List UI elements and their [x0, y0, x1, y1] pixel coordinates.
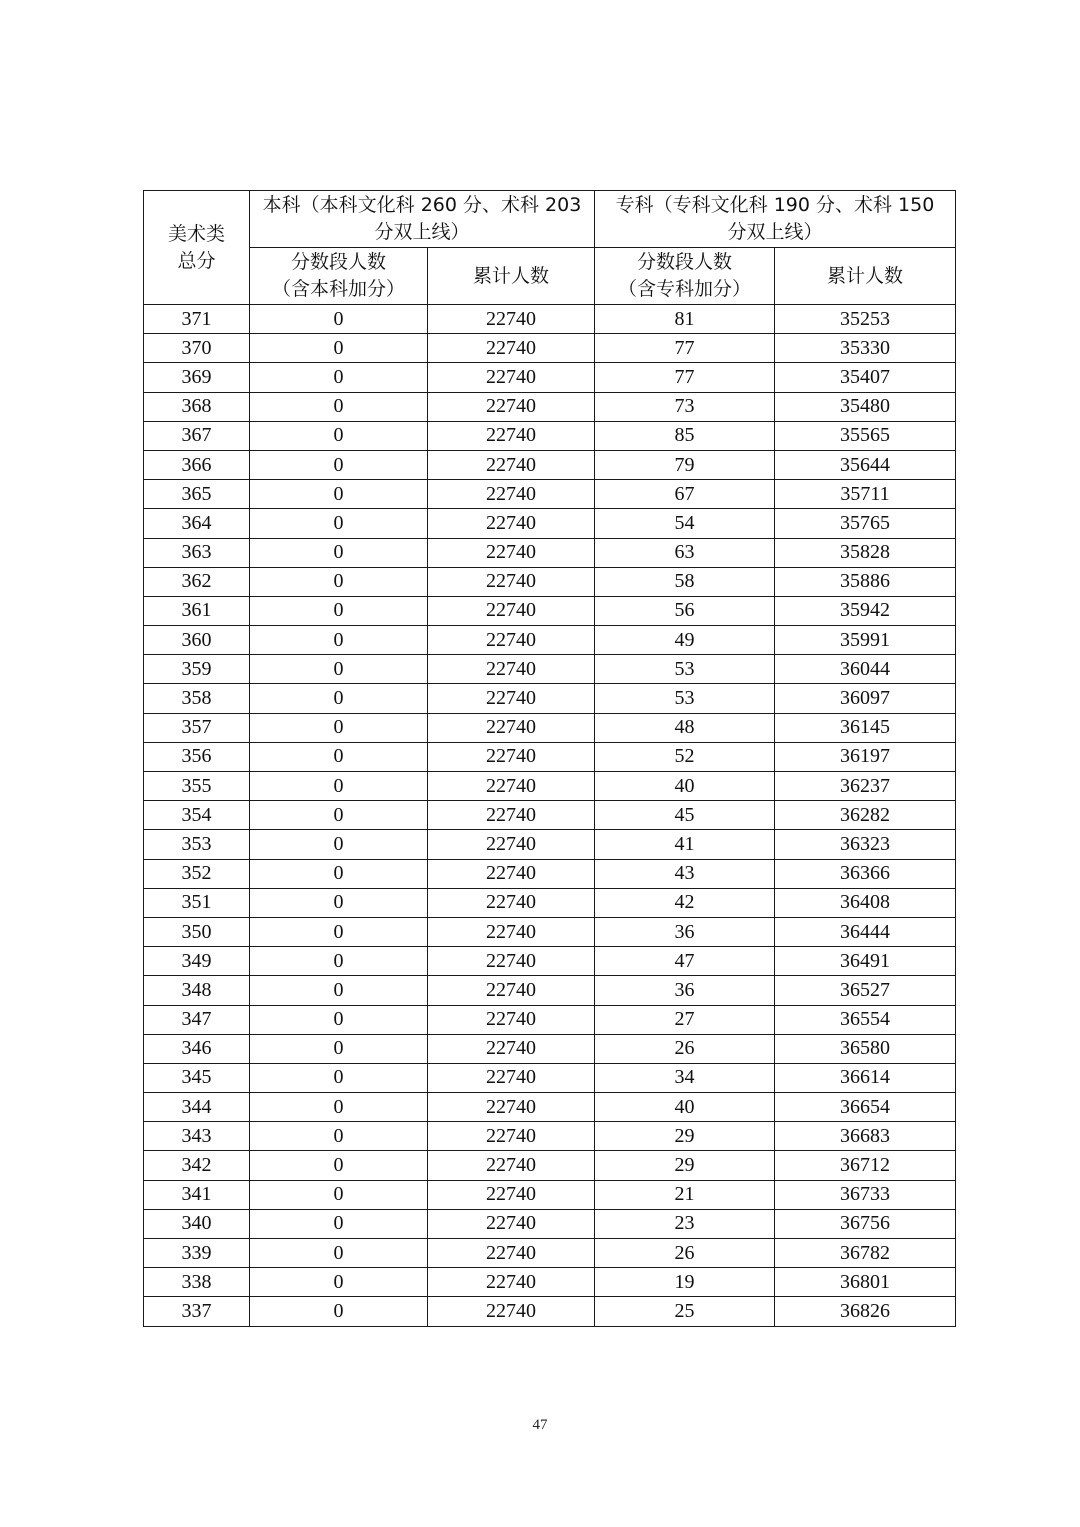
junior-college-segment-cell: 27 [595, 1005, 775, 1034]
total-score-cell: 339 [144, 1239, 250, 1268]
undergraduate-cumulative-cell: 22740 [428, 392, 595, 421]
junior-college-segment-cell: 81 [595, 305, 775, 334]
table-row [144, 830, 956, 859]
undergraduate-segment-cell: 0 [250, 684, 428, 713]
table-row [144, 1093, 956, 1122]
junior-college-cumulative-cell: 36683 [775, 1122, 956, 1151]
junior-college-segment-cell: 36 [595, 976, 775, 1005]
total-score-cell: 361 [144, 596, 250, 625]
table-header [144, 191, 956, 305]
junior-college-segment-cell: 40 [595, 1093, 775, 1122]
total-score-cell: 367 [144, 421, 250, 450]
total-score-cell: 350 [144, 917, 250, 946]
table-row [144, 888, 956, 917]
header-undergraduate-cumulative: 累计人数 [428, 248, 595, 305]
undergraduate-cumulative-cell: 22740 [428, 888, 595, 917]
table-row [144, 334, 956, 363]
junior-college-segment-cell: 23 [595, 1209, 775, 1238]
junior-college-segment-cell: 42 [595, 888, 775, 917]
header-undergraduate-segment-line-2: （含本科加分） [271, 278, 405, 300]
junior-college-segment-cell: 67 [595, 480, 775, 509]
undergraduate-cumulative-cell: 22740 [428, 1239, 595, 1268]
junior-college-cumulative-cell: 35991 [775, 626, 956, 655]
undergraduate-cumulative-cell: 22740 [428, 363, 595, 392]
junior-college-segment-cell: 48 [595, 713, 775, 742]
junior-college-cumulative-cell: 36491 [775, 947, 956, 976]
junior-college-cumulative-cell: 36237 [775, 772, 956, 801]
undergraduate-cumulative-cell: 22740 [428, 713, 595, 742]
junior-college-cumulative-cell: 35480 [775, 392, 956, 421]
junior-college-cumulative-cell: 35644 [775, 450, 956, 479]
table-row [144, 392, 956, 421]
junior-college-cumulative-cell: 36614 [775, 1063, 956, 1092]
header-group-undergraduate-line-1: 本科（本科文化科 260 分、术科 203 [262, 194, 582, 216]
undergraduate-cumulative-cell: 22740 [428, 1268, 595, 1297]
junior-college-cumulative-cell: 36826 [775, 1297, 956, 1326]
junior-college-cumulative-cell: 36554 [775, 1005, 956, 1034]
table-row [144, 596, 956, 625]
junior-college-segment-cell: 56 [595, 596, 775, 625]
table-row [144, 1239, 956, 1268]
junior-college-segment-cell: 26 [595, 1239, 775, 1268]
header-undergraduate-segment-line-1: 分数段人数 [290, 251, 386, 273]
undergraduate-cumulative-cell: 22740 [428, 480, 595, 509]
header-junior-college-segment-line-1: 分数段人数 [636, 251, 732, 273]
header-junior-college-cumulative: 累计人数 [775, 248, 956, 305]
junior-college-segment-cell: 79 [595, 450, 775, 479]
total-score-cell: 353 [144, 830, 250, 859]
undergraduate-cumulative-cell: 22740 [428, 917, 595, 946]
total-score-cell: 351 [144, 888, 250, 917]
junior-college-cumulative-cell: 36801 [775, 1268, 956, 1297]
undergraduate-segment-cell: 0 [250, 1180, 428, 1209]
undergraduate-cumulative-cell: 22740 [428, 1122, 595, 1151]
total-score-cell: 346 [144, 1034, 250, 1063]
junior-college-segment-cell: 58 [595, 567, 775, 596]
total-score-cell: 341 [144, 1180, 250, 1209]
undergraduate-segment-cell: 0 [250, 1239, 428, 1268]
junior-college-cumulative-cell: 36145 [775, 713, 956, 742]
table-row [144, 1209, 956, 1238]
table-row [144, 976, 956, 1005]
undergraduate-cumulative-cell: 22740 [428, 1180, 595, 1209]
total-score-cell: 358 [144, 684, 250, 713]
undergraduate-cumulative-cell: 22740 [428, 421, 595, 450]
undergraduate-cumulative-cell: 22740 [428, 1005, 595, 1034]
undergraduate-segment-cell: 0 [250, 596, 428, 625]
junior-college-segment-cell: 77 [595, 334, 775, 363]
junior-college-segment-cell: 54 [595, 509, 775, 538]
table-row [144, 305, 956, 334]
table-row [144, 363, 956, 392]
total-score-cell: 363 [144, 538, 250, 567]
undergraduate-cumulative-cell: 22740 [428, 976, 595, 1005]
junior-college-segment-cell: 26 [595, 1034, 775, 1063]
undergraduate-segment-cell: 0 [250, 917, 428, 946]
undergraduate-segment-cell: 0 [250, 888, 428, 917]
junior-college-segment-cell: 34 [595, 1063, 775, 1092]
junior-college-segment-cell: 19 [595, 1268, 775, 1297]
junior-college-segment-cell: 40 [595, 772, 775, 801]
total-score-cell: 359 [144, 655, 250, 684]
total-score-cell: 360 [144, 626, 250, 655]
junior-college-cumulative-cell: 35407 [775, 363, 956, 392]
junior-college-cumulative-cell: 35711 [775, 480, 956, 509]
table-row [144, 1063, 956, 1092]
undergraduate-segment-cell: 0 [250, 305, 428, 334]
undergraduate-segment-cell: 0 [250, 1063, 428, 1092]
undergraduate-segment-cell: 0 [250, 859, 428, 888]
undergraduate-segment-cell: 0 [250, 334, 428, 363]
junior-college-cumulative-cell: 36282 [775, 801, 956, 830]
table-row [144, 947, 956, 976]
table-row [144, 450, 956, 479]
table-row [144, 684, 956, 713]
junior-college-segment-cell: 29 [595, 1122, 775, 1151]
undergraduate-cumulative-cell: 22740 [428, 538, 595, 567]
total-score-cell: 365 [144, 480, 250, 509]
undergraduate-cumulative-cell: 22740 [428, 1209, 595, 1238]
total-score-cell: 345 [144, 1063, 250, 1092]
undergraduate-cumulative-cell: 22740 [428, 655, 595, 684]
undergraduate-segment-cell: 0 [250, 421, 428, 450]
header-total-score-line-2: 总分 [177, 249, 216, 272]
undergraduate-cumulative-cell: 22740 [428, 1297, 595, 1326]
junior-college-segment-cell: 45 [595, 801, 775, 830]
undergraduate-segment-cell: 0 [250, 742, 428, 771]
header-group-junior-college [595, 191, 956, 248]
table-row [144, 801, 956, 830]
undergraduate-cumulative-cell: 22740 [428, 1063, 595, 1092]
junior-college-segment-cell: 63 [595, 538, 775, 567]
junior-college-cumulative-cell: 36654 [775, 1093, 956, 1122]
table-row [144, 859, 956, 888]
total-score-cell: 354 [144, 801, 250, 830]
table-row [144, 1034, 956, 1063]
junior-college-segment-cell: 25 [595, 1297, 775, 1326]
header-junior-college-segment-line-2: （含专科加分） [617, 278, 751, 300]
total-score-cell: 357 [144, 713, 250, 742]
table-row [144, 1297, 956, 1326]
junior-college-cumulative-cell: 36323 [775, 830, 956, 859]
undergraduate-segment-cell: 0 [250, 1093, 428, 1122]
undergraduate-segment-cell: 0 [250, 1034, 428, 1063]
total-score-cell: 342 [144, 1151, 250, 1180]
total-score-cell: 364 [144, 509, 250, 538]
undergraduate-segment-cell: 0 [250, 713, 428, 742]
undergraduate-cumulative-cell: 22740 [428, 830, 595, 859]
undergraduate-segment-cell: 0 [250, 1209, 428, 1238]
junior-college-segment-cell: 53 [595, 655, 775, 684]
undergraduate-segment-cell: 0 [250, 450, 428, 479]
junior-college-segment-cell: 53 [595, 684, 775, 713]
total-score-cell: 352 [144, 859, 250, 888]
undergraduate-cumulative-cell: 22740 [428, 684, 595, 713]
table-row [144, 509, 956, 538]
table-row [144, 772, 956, 801]
header-total-score-line-1: 美术类 [167, 222, 225, 245]
undergraduate-cumulative-cell: 22740 [428, 305, 595, 334]
undergraduate-segment-cell: 0 [250, 363, 428, 392]
junior-college-segment-cell: 29 [595, 1151, 775, 1180]
junior-college-cumulative-cell: 36366 [775, 859, 956, 888]
junior-college-cumulative-cell: 36712 [775, 1151, 956, 1180]
undergraduate-segment-cell: 0 [250, 509, 428, 538]
table-row [144, 1122, 956, 1151]
total-score-cell: 356 [144, 742, 250, 771]
undergraduate-segment-cell: 0 [250, 772, 428, 801]
undergraduate-segment-cell: 0 [250, 626, 428, 655]
junior-college-cumulative-cell: 35765 [775, 509, 956, 538]
undergraduate-cumulative-cell: 22740 [428, 947, 595, 976]
undergraduate-segment-cell: 0 [250, 830, 428, 859]
total-score-cell: 343 [144, 1122, 250, 1151]
junior-college-cumulative-cell: 36756 [775, 1209, 956, 1238]
total-score-cell: 338 [144, 1268, 250, 1297]
total-score-cell: 344 [144, 1093, 250, 1122]
table-row [144, 538, 956, 567]
junior-college-cumulative-cell: 35330 [775, 334, 956, 363]
junior-college-segment-cell: 36 [595, 917, 775, 946]
junior-college-cumulative-cell: 35565 [775, 421, 956, 450]
undergraduate-segment-cell: 0 [250, 392, 428, 421]
header-undergraduate-segment-count [250, 248, 428, 305]
junior-college-segment-cell: 49 [595, 626, 775, 655]
total-score-cell: 370 [144, 334, 250, 363]
undergraduate-cumulative-cell: 22740 [428, 772, 595, 801]
undergraduate-segment-cell: 0 [250, 1122, 428, 1151]
total-score-cell: 371 [144, 305, 250, 334]
junior-college-segment-cell: 41 [595, 830, 775, 859]
undergraduate-cumulative-cell: 22740 [428, 626, 595, 655]
undergraduate-segment-cell: 0 [250, 1005, 428, 1034]
table-row [144, 421, 956, 450]
header-group-junior-college-line-2: 分双上线） [727, 221, 823, 243]
header-junior-college-segment-count [595, 248, 775, 305]
junior-college-cumulative-cell: 36044 [775, 655, 956, 684]
junior-college-cumulative-cell: 36197 [775, 742, 956, 771]
junior-college-segment-cell: 52 [595, 742, 775, 771]
junior-college-segment-cell: 43 [595, 859, 775, 888]
junior-college-cumulative-cell: 36444 [775, 917, 956, 946]
undergraduate-cumulative-cell: 22740 [428, 1034, 595, 1063]
junior-college-cumulative-cell: 35886 [775, 567, 956, 596]
junior-college-cumulative-cell: 36097 [775, 684, 956, 713]
undergraduate-segment-cell: 0 [250, 976, 428, 1005]
undergraduate-cumulative-cell: 22740 [428, 450, 595, 479]
table-row [144, 480, 956, 509]
total-score-cell: 340 [144, 1209, 250, 1238]
total-score-cell: 348 [144, 976, 250, 1005]
junior-college-cumulative-cell: 36580 [775, 1034, 956, 1063]
junior-college-segment-cell: 21 [595, 1180, 775, 1209]
header-group-undergraduate-line-2: 分双上线） [374, 221, 470, 243]
undergraduate-segment-cell: 0 [250, 480, 428, 509]
table-row [144, 1151, 956, 1180]
total-score-cell: 366 [144, 450, 250, 479]
table-row [144, 1005, 956, 1034]
junior-college-cumulative-cell: 35828 [775, 538, 956, 567]
table-row [144, 567, 956, 596]
total-score-cell: 355 [144, 772, 250, 801]
undergraduate-segment-cell: 0 [250, 1297, 428, 1326]
undergraduate-cumulative-cell: 22740 [428, 801, 595, 830]
total-score-cell: 337 [144, 1297, 250, 1326]
header-group-undergraduate [250, 191, 595, 248]
undergraduate-segment-cell: 0 [250, 655, 428, 684]
undergraduate-segment-cell: 0 [250, 1151, 428, 1180]
table-row [144, 713, 956, 742]
table-row [144, 655, 956, 684]
total-score-cell: 362 [144, 567, 250, 596]
undergraduate-cumulative-cell: 22740 [428, 742, 595, 771]
undergraduate-cumulative-cell: 22740 [428, 859, 595, 888]
junior-college-cumulative-cell: 35253 [775, 305, 956, 334]
undergraduate-cumulative-cell: 22740 [428, 596, 595, 625]
total-score-cell: 347 [144, 1005, 250, 1034]
junior-college-cumulative-cell: 35942 [775, 596, 956, 625]
undergraduate-segment-cell: 0 [250, 947, 428, 976]
undergraduate-segment-cell: 0 [250, 567, 428, 596]
total-score-cell: 368 [144, 392, 250, 421]
table-row [144, 1180, 956, 1209]
header-total-score [144, 191, 250, 305]
header-group-junior-college-line-1: 专科（专科文化科 190 分、术科 150 [615, 194, 935, 216]
score-distribution-table [143, 190, 956, 1327]
junior-college-cumulative-cell: 36527 [775, 976, 956, 1005]
undergraduate-cumulative-cell: 22740 [428, 1093, 595, 1122]
table-row [144, 742, 956, 771]
table-row [144, 917, 956, 946]
undergraduate-segment-cell: 0 [250, 801, 428, 830]
undergraduate-segment-cell: 0 [250, 1268, 428, 1297]
undergraduate-cumulative-cell: 22740 [428, 509, 595, 538]
junior-college-cumulative-cell: 36733 [775, 1180, 956, 1209]
junior-college-cumulative-cell: 36408 [775, 888, 956, 917]
undergraduate-cumulative-cell: 22740 [428, 1151, 595, 1180]
table-row [144, 1268, 956, 1297]
junior-college-segment-cell: 47 [595, 947, 775, 976]
undergraduate-segment-cell: 0 [250, 538, 428, 567]
undergraduate-cumulative-cell: 22740 [428, 567, 595, 596]
table-body [144, 305, 956, 1327]
total-score-cell: 349 [144, 947, 250, 976]
junior-college-segment-cell: 77 [595, 363, 775, 392]
total-score-cell: 369 [144, 363, 250, 392]
undergraduate-cumulative-cell: 22740 [428, 334, 595, 363]
junior-college-segment-cell: 85 [595, 421, 775, 450]
page-number: 47 [532, 1417, 548, 1433]
table-row [144, 626, 956, 655]
junior-college-cumulative-cell: 36782 [775, 1239, 956, 1268]
junior-college-segment-cell: 73 [595, 392, 775, 421]
